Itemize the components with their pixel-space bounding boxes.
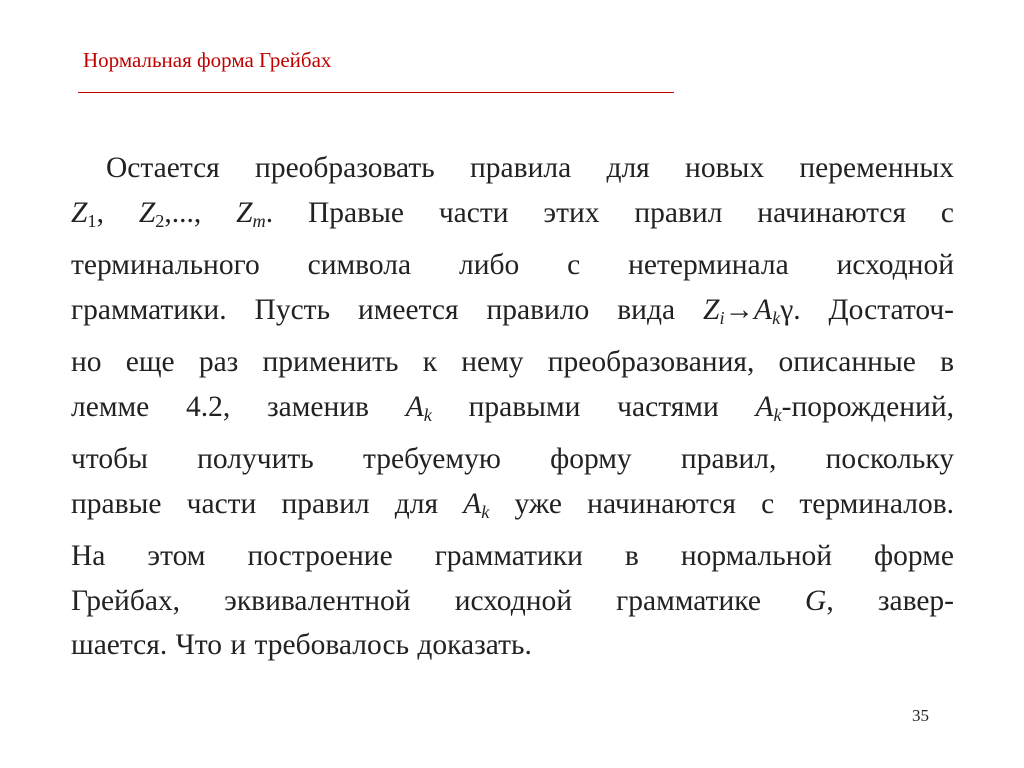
body-text-segment: но еще раз применить к нему преобразования, описанные в [71,346,954,379]
math-subscript: 1 [87,210,97,231]
math-var-a: A [405,390,424,423]
body-line [71,146,954,191]
body-line [71,623,954,668]
math-arrow: → [724,293,755,326]
body-text-segment: Грейбах, эквивалентной исходной грамматике [71,584,806,617]
math-subscript: 2 [155,210,165,231]
math-var-z: Z [138,196,156,229]
body-text-segment: На этом построение грамматики в нормальной форме [71,540,954,573]
body-text-segment: грамматики. Пусть имеется правило вида [71,293,704,326]
math-subscript: k [481,501,490,522]
body-text-segment: . Достаточ- [793,293,954,326]
body-text-segment: чтобы получить требуемую форму правил, поскольку [71,443,954,476]
math-var-z: Z [71,196,88,229]
body-text-segment: лемме 4.2, заменив [71,390,406,423]
body-line [71,288,954,341]
slide-title: Нормальная форма Грейбах [83,48,332,72]
body-line [71,579,954,624]
math-var-z: Z [236,196,253,229]
body-line [71,385,954,438]
body-text-segment: терминального символа либо с нетерминала исходной [71,249,954,282]
body-text-segment: , [96,196,139,229]
body-text-segment: . Правые части этих правил начинаются с [265,196,955,229]
math-var-a: A [755,390,774,423]
body-text-segment: правые части правил для [71,487,464,520]
math-var-g: G [805,584,827,617]
body-line [71,437,954,482]
math-var-a: A [754,293,773,326]
math-subscript: k [772,307,781,328]
body-text-segment: , завер- [826,584,954,617]
math-var-z: Z [703,293,720,326]
math-subscript: i [719,307,725,328]
title-divider [78,92,674,93]
body-line [71,482,954,535]
page-number: 35 [912,706,929,725]
body-line [71,191,954,244]
body-text-segment: Остается преобразовать правила для новых переменных [106,152,954,184]
body-text-segment: ,..., [164,196,237,229]
body-text-segment: правыми частями [431,390,756,423]
slide-body-text [71,146,954,668]
body-text-segment: -порождений, [781,390,954,423]
body-line [71,534,954,579]
math-gamma: γ [780,293,794,326]
body-line [71,340,954,385]
body-line [71,243,954,288]
math-var-a: A [463,487,482,520]
body-text-segment: уже начинаются с терминалов. [489,487,955,520]
math-subscript: k [773,404,782,425]
math-subscript: k [423,404,432,425]
math-subscript: m [252,210,266,231]
body-text-segment: шается. Что и требовалось доказать. [71,629,532,662]
